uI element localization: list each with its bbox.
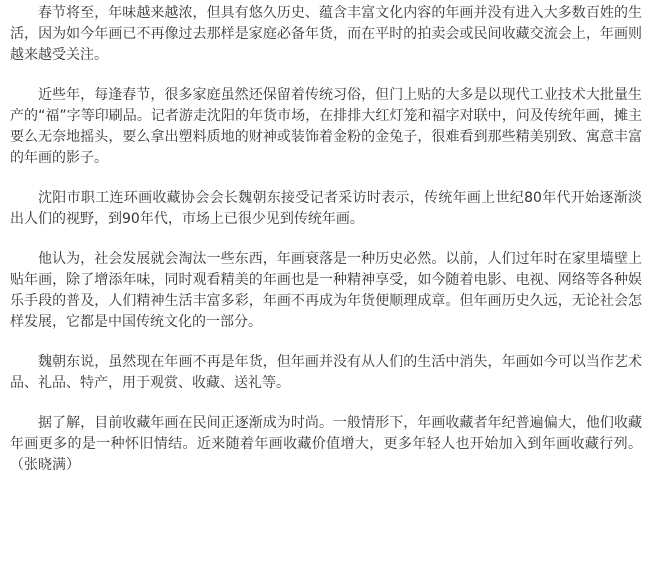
paragraph-5: 魏朝东说，虽然现在年画不再是年货，但年画并没有从人们的生活中消失，年画如今可以当作艺术品、礼品、特产，用于观赏、收藏、送礼等。 <box>10 354 642 391</box>
paragraph-1: 春节将至，年味越来越浓，但具有悠久历史、蕴含丰富文化内容的年画并没有进入大多数百姓的生活，因为如今年画已不再像过去那样是家庭必备年货，而在平时的拍卖会或民间收藏交流会上，年画则越来越受关注。 <box>10 5 642 63</box>
paragraph-3: 沈阳市职工连环画收藏协会会长魏朝东接受记者采访时表示，传统年画上世纪80年代开始逐渐淡出人们的视野，到90年代，市场上已很少见到传统年画。 <box>10 190 642 227</box>
article-body <box>10 3 642 495</box>
paragraph-4: 他认为，社会发展就会淘汰一些东西，年画衰落是一种历史必然。以前，人们过年时在家里墙壁上贴年画，除了增添年味，同时观看精美的年画也是一种精神享受，如今随着电影、电视、网络等各种娱乐手段的普及，人们精神生活丰富多彩，年画不再成为年货便顺理成章。但年画历史久远，无论社会怎样发展，它都是中国传统文化的一部分。 <box>10 251 642 330</box>
paragraph-2: 近些年，每逢春节，很多家庭虽然还保留着传统习俗，但门上贴的大多是以现代工业技术大批量生产的“福”字等印刷品。记者游走沈阳的年货市场，在排排大红灯笼和福字对联中，问及传统年画，摊主要么无奈地摇头，要么拿出塑料质地的财神或装饰着金粉的金兔子，很难看到那些精美别致、寓意丰富的年画的影子。 <box>10 87 642 166</box>
paragraph-6: 据了解，目前收藏年画在民间正逐渐成为时尚。一般情形下，年画收藏者年纪普遍偏大，他们收藏年画更多的是一种怀旧情结。近来随着年画收藏价值增大，更多年轻人也开始加入到年画收藏行列。（张晓满） <box>10 415 642 473</box>
